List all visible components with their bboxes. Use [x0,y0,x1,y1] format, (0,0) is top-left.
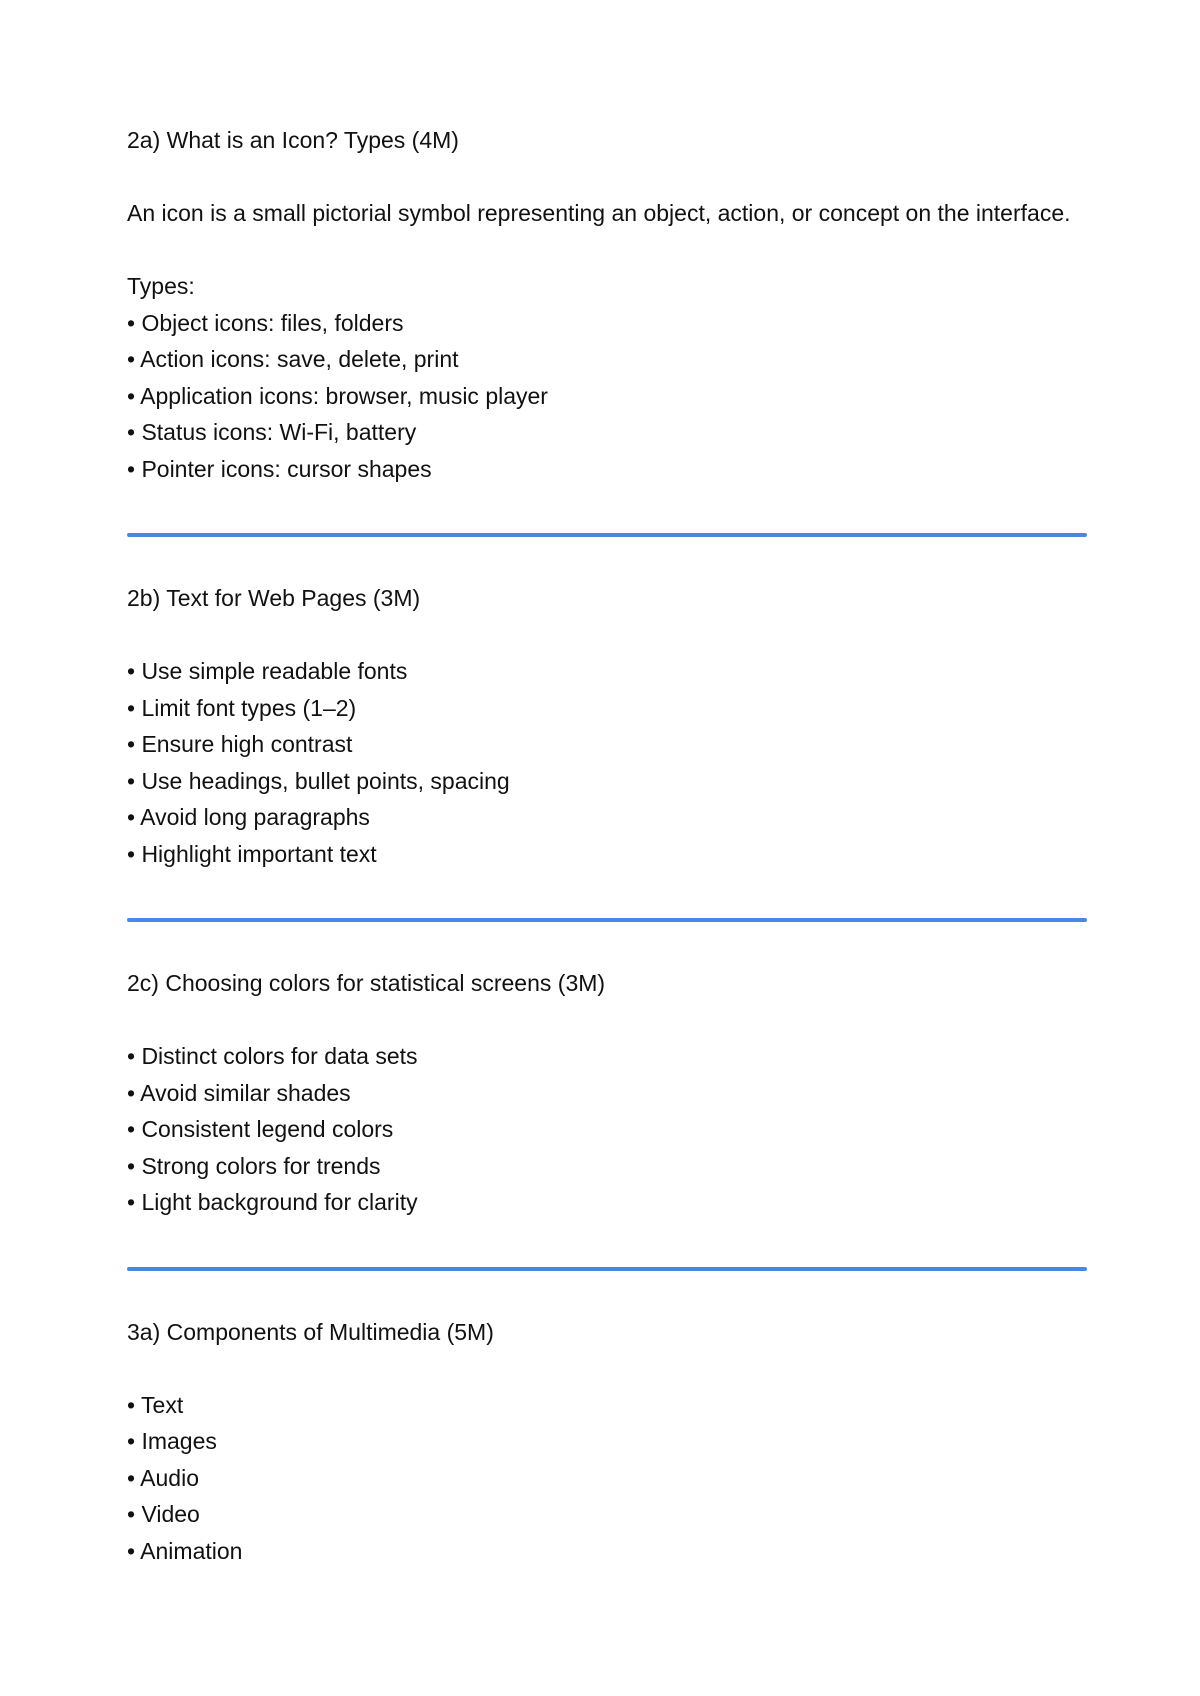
section-divider [127,1267,1087,1271]
section-heading: 2a) What is an Icon? Types (4M) [127,127,459,153]
bullet-item: • Animation [127,1537,243,1564]
section-heading: 2b) Text for Web Pages (3M) [127,585,421,611]
document-page [127,122,1087,1569]
section-2a [127,122,1087,487]
section-paragraph: An icon is a small pictorial symbol representing an object, action, or concept on the interface. [127,200,1071,226]
bullet-item: • Consistent legend colors [127,1116,394,1142]
bullet-item: • Status icons: Wi-Fi, battery [127,419,417,445]
bullet-item: • Light background for clarity [127,1189,418,1215]
bullet-item: • Audio [127,1464,199,1491]
bullet-item: • Images [127,1428,217,1454]
section-3a [127,1314,1087,1570]
section-divider [127,533,1087,537]
bullet-item: • Object icons: files, folders [127,309,404,336]
bullet-item: • Strong colors for trends [127,1152,381,1179]
section-heading: 3a) Components of Multimedia (5M) [127,1318,494,1345]
bullet-item: • Pointer icons: cursor shapes [127,455,432,482]
bullet-item: • Ensure high contrast [127,731,353,757]
bullet-item: • Video [127,1501,200,1527]
bullet-item: • Limit font types (1–2) [127,694,357,721]
bullet-item: • Use simple readable fonts [127,658,408,684]
section-heading: 2c) Choosing colors for statistical screens (3M) [127,970,606,996]
types-label: Types: [127,273,195,299]
bullet-item: • Highlight important text [127,840,377,867]
bullet-item: • Avoid similar shades [127,1079,351,1106]
bullet-item: • Text [127,1391,184,1418]
bullet-item: • Application icons: browser, music player [127,382,548,409]
section-2b [127,580,1087,872]
bullet-item: • Avoid long paragraphs [127,804,370,830]
bullet-item: • Action icons: save, delete, print [127,346,459,372]
bullet-item: • Use headings, bullet points, spacing [127,767,510,794]
section-divider [127,918,1087,922]
bullet-item: • Distinct colors for data sets [127,1043,418,1069]
section-2c [127,965,1087,1221]
